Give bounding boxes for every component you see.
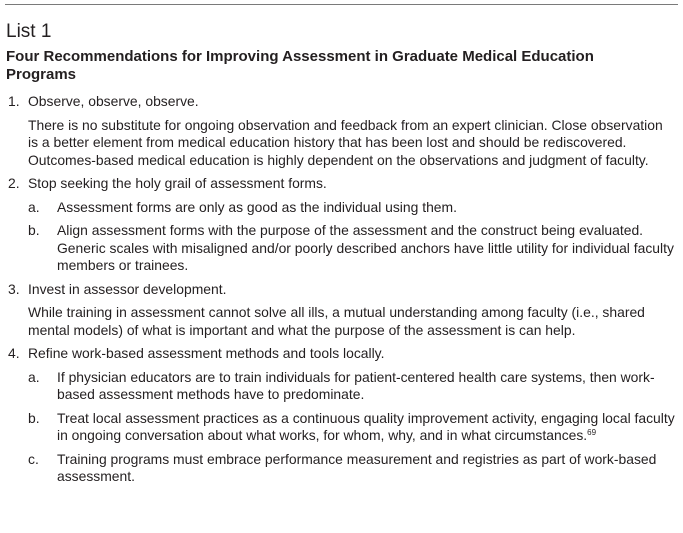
recommendation-paragraph: There is no substitute for ongoing observation and feedback from an expert clinician. Close observation is a better element from medical education history that has been lost and should be rediscovered. Outcomes-based medical education is highly dependent on the observations and judgment of faculty. xyxy=(28,116,663,168)
sub-item xyxy=(0,410,683,445)
recommendation-heading xyxy=(0,345,683,363)
sub-item-letter: a. xyxy=(28,368,40,385)
sub-item-text: Treat local assessment practices as a continuous quality improvement activity, engaging local faculty in ongoing conversation about what works, for whom, why, and in what circumstances. xyxy=(57,409,675,443)
recommendation-heading xyxy=(0,93,683,111)
recommendation-1 xyxy=(0,93,683,169)
recommendation-4 xyxy=(0,345,683,486)
recommendation-list xyxy=(0,93,683,492)
sub-item-letter: b. xyxy=(28,409,40,426)
item-number: 2. xyxy=(8,175,20,191)
heading-text: Observe, observe, observe. xyxy=(28,93,199,109)
heading-text: Stop seeking the holy grail of assessment forms. xyxy=(28,175,327,191)
recommendation-2 xyxy=(0,175,683,275)
item-number: 1. xyxy=(8,93,20,109)
sub-item-letter: c. xyxy=(28,450,39,467)
recommendation-heading xyxy=(0,175,683,193)
recommendation-3 xyxy=(0,281,683,340)
list-title: Four Recommendations for Improving Assessment in Graduate Medical Education Programs xyxy=(6,48,594,83)
item-number: 4. xyxy=(8,345,20,361)
sub-item xyxy=(0,199,683,217)
recommendation-paragraph: While training in assessment cannot solve all ills, a mutual understanding among faculty (i.e., shared mental models) of what is important and what the purpose of the assessment is can help. xyxy=(28,304,645,338)
citation-superscript: 69 xyxy=(587,428,597,437)
item-number: 3. xyxy=(8,280,20,297)
sub-item-letter: b. xyxy=(28,222,40,238)
sub-item-text: Training programs must embrace performance measurement and registries as part of work-based assessment. xyxy=(57,450,657,484)
sub-item-text: If physician educators are to train individuals for patient-centered health care systems, then work-based assessment methods have to predominate. xyxy=(57,368,655,402)
sub-item-text: Align assessment forms with the purpose of the assessment and the construct being evaluated. Generic scales with misaligned and/or poorly described anchors have little utility for individual faculty members or trainees. xyxy=(57,222,674,273)
sub-item-text: Assessment forms are only as good as the individual using them. xyxy=(57,198,457,215)
top-divider xyxy=(5,4,678,5)
sub-item-letter: a. xyxy=(28,198,40,215)
list-label: List 1 xyxy=(6,21,52,42)
heading-text: Refine work-based assessment methods and tools locally. xyxy=(28,345,385,361)
sub-item xyxy=(0,451,683,486)
heading-text: Invest in assessor development. xyxy=(28,280,227,297)
sub-item xyxy=(0,369,683,404)
recommendation-heading xyxy=(0,281,683,299)
sub-item xyxy=(0,222,683,275)
